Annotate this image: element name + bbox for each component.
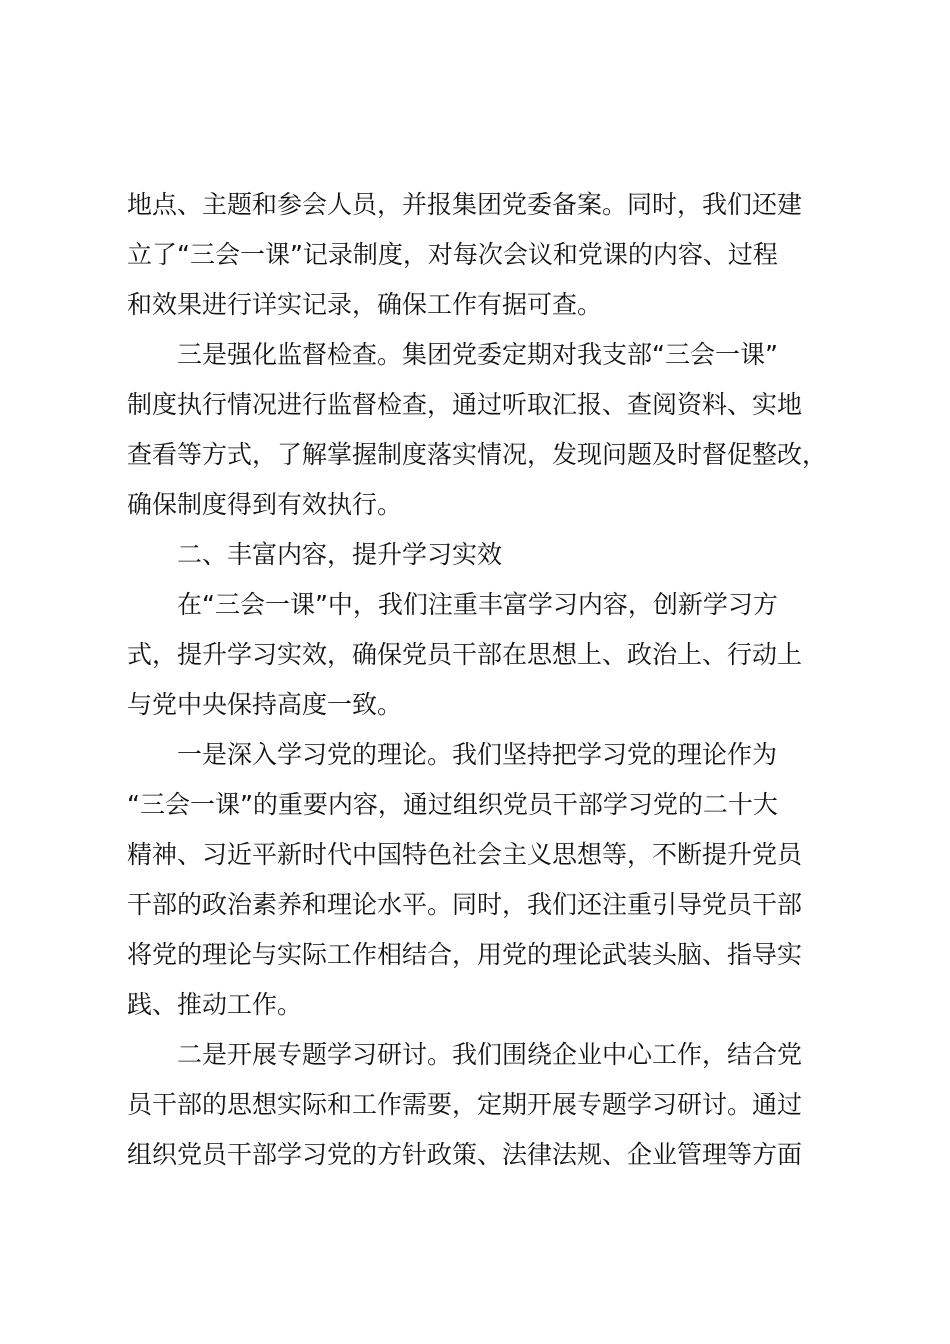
text-line: 式，提升学习实效，确保党员干部在思想上、政治上、行动上 bbox=[127, 640, 803, 669]
text-line: 制度执行情况进行监督检查，通过听取汇报、查阅资料、实地 bbox=[127, 390, 803, 419]
text-line: “三会一课”的重要内容，通过组织党员干部学习党的二十大 bbox=[127, 790, 778, 819]
text-line: 员干部的思想实际和工作需要，定期开展专题学习研讨。通过 bbox=[127, 1090, 803, 1119]
text-line: 三是强化监督检查。集团党委定期对我支部“三会一课” bbox=[177, 340, 778, 369]
text-line: 将党的理论与实际工作相结合，用党的理论武装头脑、指导实 bbox=[127, 940, 803, 969]
body-text bbox=[127, 180, 833, 1180]
text-line: 在“三会一课”中，我们注重丰富学习内容，创新学习方 bbox=[177, 590, 778, 619]
text-line: 一是深入学习党的理论。我们坚持把学习党的理论作为 bbox=[177, 740, 778, 769]
text-line: 精神、习近平新时代中国特色社会主义思想等，不断提升党员 bbox=[127, 840, 803, 869]
text-line: 二是开展专题学习研讨。我们围绕企业中心工作，结合党 bbox=[177, 1040, 803, 1069]
text-line: 干部的政治素养和理论水平。同时，我们还注重引导党员干部 bbox=[127, 890, 803, 919]
text-line: 组织党员干部学习党的方针政策、法律法规、企业管理等方面 bbox=[127, 1140, 803, 1169]
text-line: 地点、主题和参会人员，并报集团党委备案。同时，我们还建 bbox=[127, 190, 803, 219]
text-line: 与党中央保持高度一致。 bbox=[127, 690, 403, 719]
text-line: 和效果进行详实记录，确保工作有据可查。 bbox=[127, 290, 603, 319]
text-line: 查看等方式，了解掌握制度落实情况，发现问题及时督促整改， bbox=[127, 440, 828, 469]
text-line: 践、推动工作。 bbox=[127, 990, 303, 1019]
text-line: 立了“三会一课”记录制度，对每次会议和党课的内容、过程 bbox=[127, 240, 778, 269]
section-heading: 二、丰富内容，提升学习实效 bbox=[177, 540, 503, 569]
text-line: 确保制度得到有效执行。 bbox=[127, 490, 403, 519]
